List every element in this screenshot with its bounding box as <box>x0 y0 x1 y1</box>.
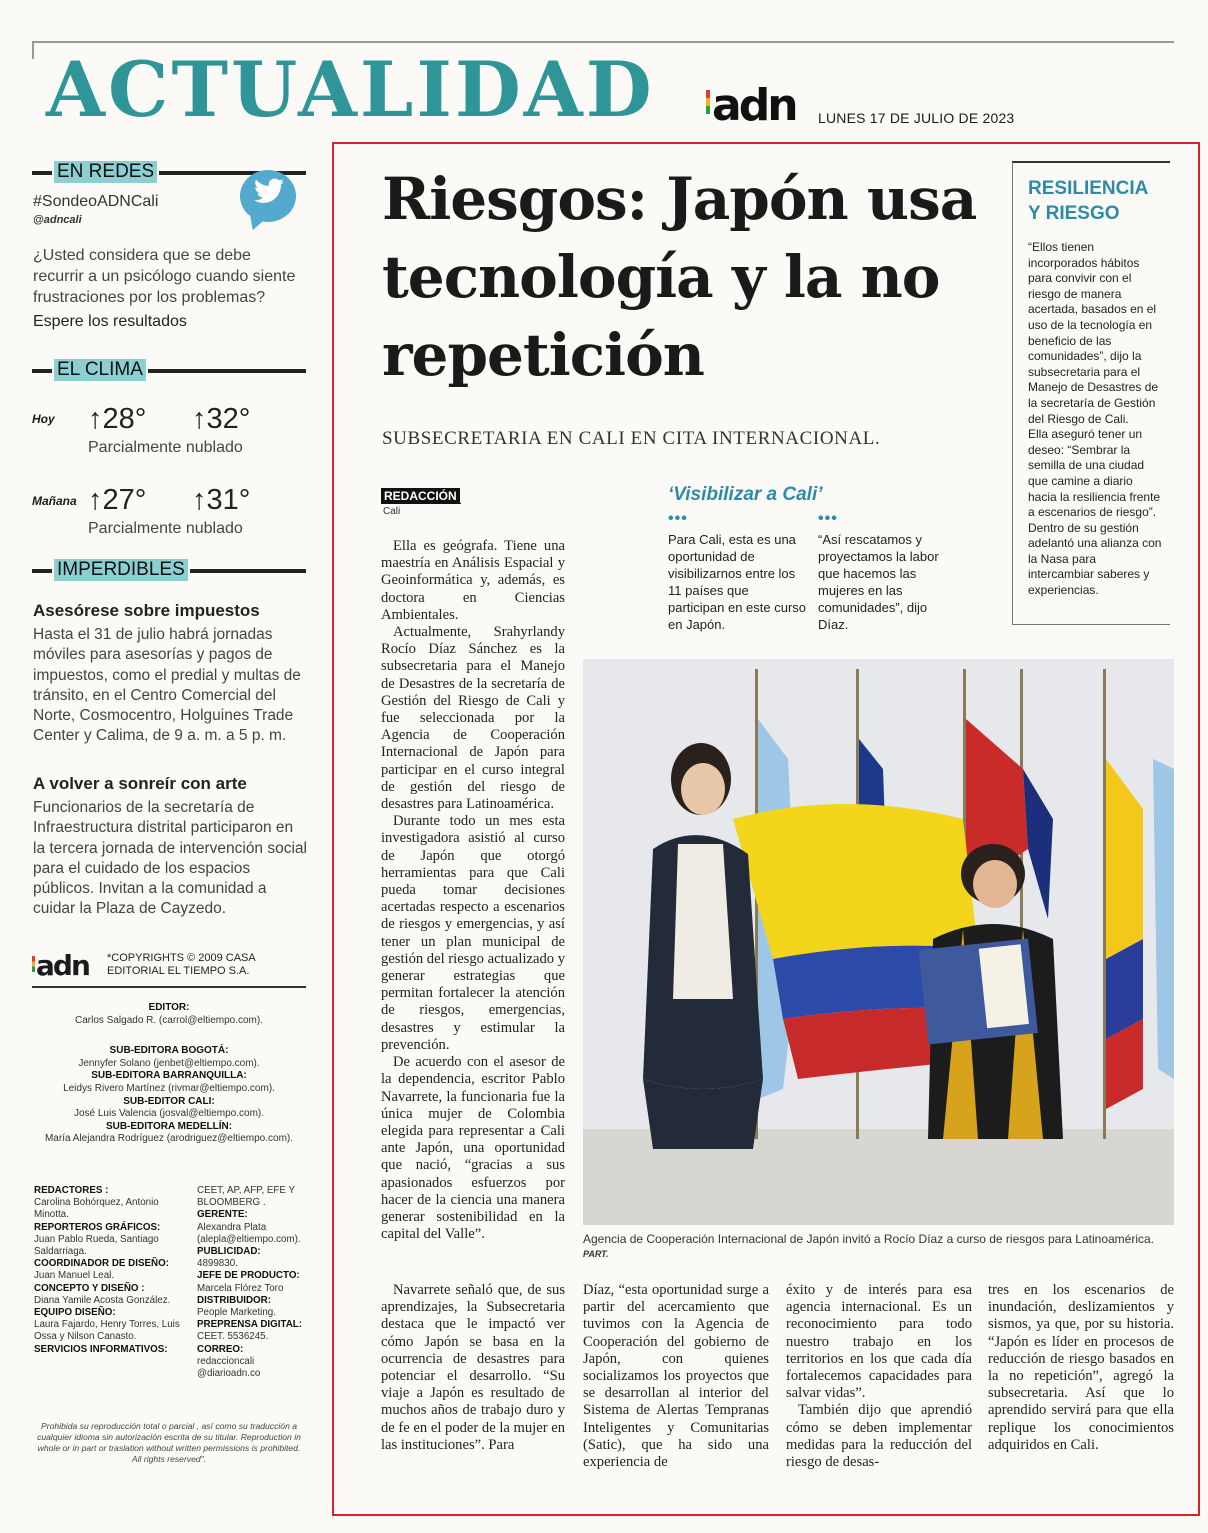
brief-title: Asesórese sobre impuestos <box>33 601 260 620</box>
paragraph: Actualmente, Srahyrlandy Rocío Díaz Sánchez es la subsecretaria para el Manejo de Desastres de la secretaría de Gestión del Riesgo de Cali y fue seleccionada por la Agencia de Cooperación Internacional de Japón para participar en el curso integral de gestión del riesgo de desastres para Latinoamérica. <box>381 624 565 813</box>
en-redes-header: EN REDES <box>32 161 306 183</box>
imperdibles-header: IMPERDIBLES <box>32 559 306 581</box>
brief-body: Funcionarios de la secretaría de Infraestructura distrital participaron en la tercera jornada de intervención social para el cuidado de los espacios públicos. Invitan a la comunidad a cuidar la Plaza de Cayzedo. <box>33 799 307 918</box>
masthead-staff-left: REDACTORES : Carolina Bohórquez, Antonio Minotta. REPORTEROS GRÁFICOS: Juan Pablo Rueda, Santiago Saldarriaga. COORDINADOR DE DISEÑO: Juan Manuel Leal. CONCEPTO Y DISEÑO : Diana Yamile Acosta González. EQUIPO DISEÑO: Laura Fajardo, Henry Torres, Luis Ossa y Nilson Canasto. SERVICIOS INFORMATIVOS: <box>34 1185 180 1355</box>
weather-desc: Parcialmente nublado <box>88 439 243 456</box>
article-column-2 <box>583 1282 769 1471</box>
paragraph: Díaz, “esta oportunidad surge a partir del acercamiento que tuvimos con la Agencia de Cooperación del gobierno de Japón, con quienes socializamos los proyectos que se desarrollan al interior del Sistema de Alertas Tempranas Inteligentes y Comunitarias (Satic), que ha sido una experiencia de <box>583 1282 769 1471</box>
article-column-4 <box>988 1282 1174 1454</box>
sidebar-title: RESILIENCIA Y RIESGO <box>1028 178 1149 224</box>
paragraph: tres en los escenarios de inundación, deslizamientos y sismos, ya que, por su historia. “Japón es líder en procesos de reducción de riesgo basados en la no repetición”, agregó la subsecretaria. Así que lo aprendido servirá para que ella replique los conocimientos adquiridos en Cali. <box>988 1282 1174 1453</box>
logo-dots <box>706 90 710 114</box>
pull-quote: Para Cali, esta es una oportunidad de visibilizarnos entre los 11 países que participan en este curso en Japón. <box>668 532 807 632</box>
weather-desc: Parcialmente nublado <box>88 520 243 537</box>
quote-dots: ••• <box>668 510 688 527</box>
article-photo <box>583 659 1174 1225</box>
weather-day-today: Hoy <box>32 412 55 426</box>
masthead-staff-right: CEET, AP, AFP, EFE Y BLOOMBERG . GERENTE: Alexandra Plata (alepla@eltiempo.com). PUBLICIDAD: 4899830. JEFE DE PRODUCTO: Marcela Flórez Toro DISTRIBUIDOR: People Marketing. PREPRENSA DIGITAL: CEET. 5536245. CORREO: redaccioncali @diarioadn.co <box>197 1185 303 1380</box>
article-headline: Riesgos: Japón usa tecnología y la no repetición <box>382 165 977 389</box>
adn-logo-small: adn <box>36 952 89 980</box>
survey-question: ¿Usted considera que se debe recurrir a un psicólogo cuando siente frustraciones por los problemas? <box>33 247 296 306</box>
article-column-1-bottom <box>381 1282 565 1454</box>
masthead-editors: EDITOR: Carlos Salgado R. (carrol@eltiempo.com). SUB-EDITORA BOGOTÁ: Jennyfer Solano (jenbet@eltiempo.com). SUB-EDITORA BARRANQUILLA: Leidys Rivero Martínez (rivmar@eltiempo.com). SUB-EDITOR CALI: José Luis Valencia (josval@eltiempo.com). SUB-EDITORA MEDELLÍN: María Alejandra Rodríguez (arodriguez@eltiempo.com). <box>44 1002 294 1145</box>
weather-temp-low: ↑28° <box>88 403 147 435</box>
credits-rule <box>32 986 306 988</box>
issue-date: LUNES 17 DE JULIO DE 2023 <box>818 110 1015 126</box>
paragraph: Ella es geógrafa. Tiene una maestría en Análisis Espacial y Geoinformática y, además, es doctora en Ciencias Ambientales. <box>381 538 565 623</box>
weather-temp-high: ↑31° <box>192 484 251 516</box>
brief-body: Hasta el 31 de julio habrá jornadas móviles para asesorías y pagos de impuestos, como el predial y multas de tránsito, en el Centro Comercial del Norte, Cosmocentro, Holguines Trade Center y Calima, de 9 a. m. a 5 p. m. <box>33 626 301 745</box>
copyright-note: *COPYRIGHTS © 2009 CASA EDITORIAL EL TIEMPO S.A. <box>107 952 256 977</box>
byline-rule <box>381 503 461 504</box>
clima-header: EL CLIMA <box>32 359 306 381</box>
paragraph: Navarrete señaló que, de sus aprendizajes, la Subsecretaria destaca que le impactó ver cómo Japón se basa en la ocurrencia de desastres para potenciar el desarrollo. “Su viaje a Japón es resultado de muchos años de trabajo duro y de fe en el poder de la mujer en las instituciones”. Para <box>381 1282 565 1453</box>
article-column-3 <box>786 1282 972 1471</box>
paragraph: éxito y de interés para esa agencia internacional. Es un reconocimiento para todo nuestro trabajo en los territorios en los que cada día fortalecemos capacidades para salvar vidas”. <box>786 1282 972 1402</box>
survey-hashtag: #SondeoADNCali <box>33 193 159 210</box>
paragraph: Durante todo un mes esta investigadora asistió al curso de Japón que otorgó herramientas para que Cali pueda tomar decisiones acertadas respecto a escenarios de riesgos y emergencias, y así tener un plan municipal de gestión del riesgo actualizado y generar estrategias que permitan fortalecer la atención de riesgos, emergencias, desastres y estimular la prevención. <box>381 813 565 1053</box>
article-kicker: SUBSECRETARIA EN CALI EN CITA INTERNACIONAL. <box>382 428 881 449</box>
paragraph: De acuerdo con el asesor de la dependencia, escritor Pablo Navarrete, la funcionaria fue la única mujer de Colombia elegida para representar a Cali ante Japón, una oportunidad que nació, “gracias a sus apasionados esfuerzos por hacer de la ciencia una manera generar sostenibilidad en la capital del Valle”. <box>381 1054 565 1243</box>
survey-results-note: Espere los resultados <box>33 313 187 330</box>
byline: REDACCIÓN <box>381 488 460 504</box>
brief-title: A volver a sonreír con arte <box>33 774 247 793</box>
weather-day-tomorrow: Mañana <box>32 494 77 508</box>
sidebar-body: “Ellos tienen incorporados hábitos para convivir con el riesgo de manera acertada, basados en el uso de la tecnología en beneficio de las comunidades”, dijo la subsecretaria para el Manejo de Desastres de la secretaría de Gestión del Riesgo de Cali. Ella aseguró tener un deseo: “Sembrar la semilla de una ciudad que camine a diario hacia la resiliencia frente a escenarios de riesgo”. Dentro de su gestión adelantó una alianza con la Nasa para intercambiar saberes y experiencias. <box>1028 240 1162 598</box>
adn-logo: adn <box>712 84 796 128</box>
top-rule-tick <box>32 41 34 59</box>
weather-temp-low: ↑27° <box>88 484 147 516</box>
quote-dots: ••• <box>818 510 838 527</box>
section-title: ACTUALIDAD <box>46 45 655 134</box>
pull-quote: “Así rescatamos y proyectamos la labor que hacemos las mujeres en las comunidades”, dijo Díaz. <box>818 532 939 632</box>
top-rule <box>32 41 1174 43</box>
paragraph: También dijo que aprendió cómo se deben implementar medidas para la reducción del riesgo de desas- <box>786 1402 972 1471</box>
weather-temp-high: ↑32° <box>192 403 251 435</box>
twitter-handle: @adncali <box>33 214 82 226</box>
quotes-title: ‘Visibilizar a Cali’ <box>668 484 823 505</box>
photo-caption: Agencia de Cooperación Internacional de Japón invitó a Rocío Díaz a curso de riesgos para Latinoamérica. PART. <box>583 1232 1155 1259</box>
legal-notice: Prohibida su reproducción total o parcial , así como su traducción a cualquier idioma sin autorización escrita de su titular. Reproduction in whole or in part or traslation without written permissions is prohibited. All rights reserved". <box>37 1421 301 1464</box>
article-column-1 <box>381 538 565 1243</box>
twitter-bird-icon <box>254 178 284 209</box>
byline-city: Cali <box>383 506 401 517</box>
